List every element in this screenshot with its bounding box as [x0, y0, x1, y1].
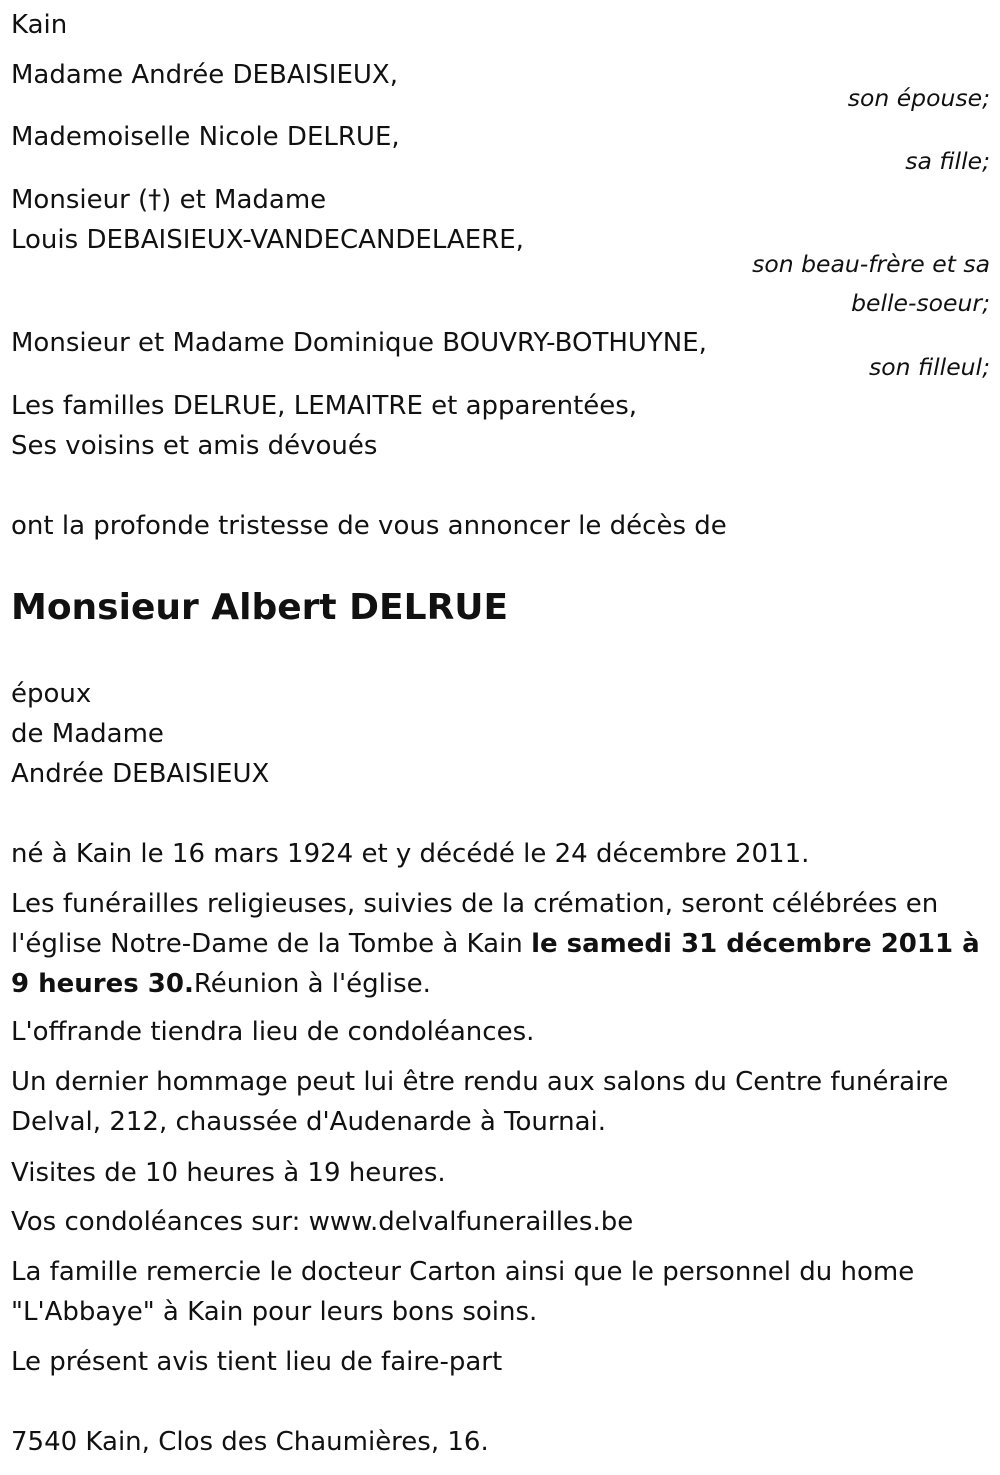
mourner-1-name: Madame Andrée DEBAISIEUX, — [11, 60, 398, 90]
funeral-date-time: le samedi 31 décembre 2011 à 9 heures 30. — [11, 929, 980, 999]
mourner-4-name: Monsieur et Madame Dominique BOUVRY-BOTHUYNE, — [11, 328, 707, 358]
mourner-5-line-2: Ses voisins et amis dévoués — [11, 431, 378, 461]
mourner-4-relation: son filleul; — [868, 353, 990, 381]
spouse-line-2: de Madame — [11, 719, 164, 749]
mourner-3-name-line-1: Monsieur (†) et Madame — [11, 185, 327, 215]
mourner-1-relation: son épouse; — [847, 84, 990, 112]
mourner-5-line-1: Les familles DELRUE, LEMAITRE et apparentées, — [11, 391, 638, 421]
deceased-name: Monsieur Albert DELRUE — [11, 587, 509, 628]
spouse-line-1: époux — [11, 679, 92, 709]
homage: Un dernier hommage peut lui être rendu aux salons du Centre funéraire Delval, 212, chaussée d'Audenarde à Tournai. — [11, 1067, 949, 1137]
funeral-info — [11, 884, 990, 1004]
visits: Visites de 10 heures à 19 heures. — [11, 1158, 446, 1188]
funeral-text: Les funérailles religieuses, suivies de la crémation, seront célébrées en l'église Notre-Dame de la Tombe à Kain — [11, 889, 939, 959]
offering: L'offrande tiendra lieu de condoléances. — [11, 1017, 535, 1047]
condolences: Vos condoléances sur: www.delvalfunerailles.be — [11, 1207, 634, 1237]
announcement: ont la profonde tristesse de vous annoncer le décès de — [11, 511, 727, 541]
address: 7540 Kain, Clos des Chaumières, 16. — [11, 1427, 489, 1457]
notice-statement: Le présent avis tient lieu de faire-part — [11, 1347, 503, 1377]
mourner-2-name: Mademoiselle Nicole DELRUE, — [11, 122, 400, 152]
birth-death: né à Kain le 16 mars 1924 et y décédé le 24 décembre 2011. — [11, 839, 810, 869]
mourner-3-relation-line-1: son beau-frère et sa — [752, 250, 990, 278]
funeral-meeting: Réunion à l'église. — [193, 969, 431, 999]
spouse-line-3: Andrée DEBAISIEUX — [11, 759, 270, 789]
mourner-2-relation: sa fille; — [905, 147, 990, 175]
place: Kain — [11, 10, 68, 40]
thanks: La famille remercie le docteur Carton ainsi que le personnel du home "L'Abbaye" à Kain pour leurs bons soins. — [11, 1257, 915, 1327]
mourner-3-name-line-2: Louis DEBAISIEUX-VANDECANDELAERE, — [11, 225, 524, 255]
mourner-3-relation-line-2: belle-soeur; — [851, 289, 990, 317]
